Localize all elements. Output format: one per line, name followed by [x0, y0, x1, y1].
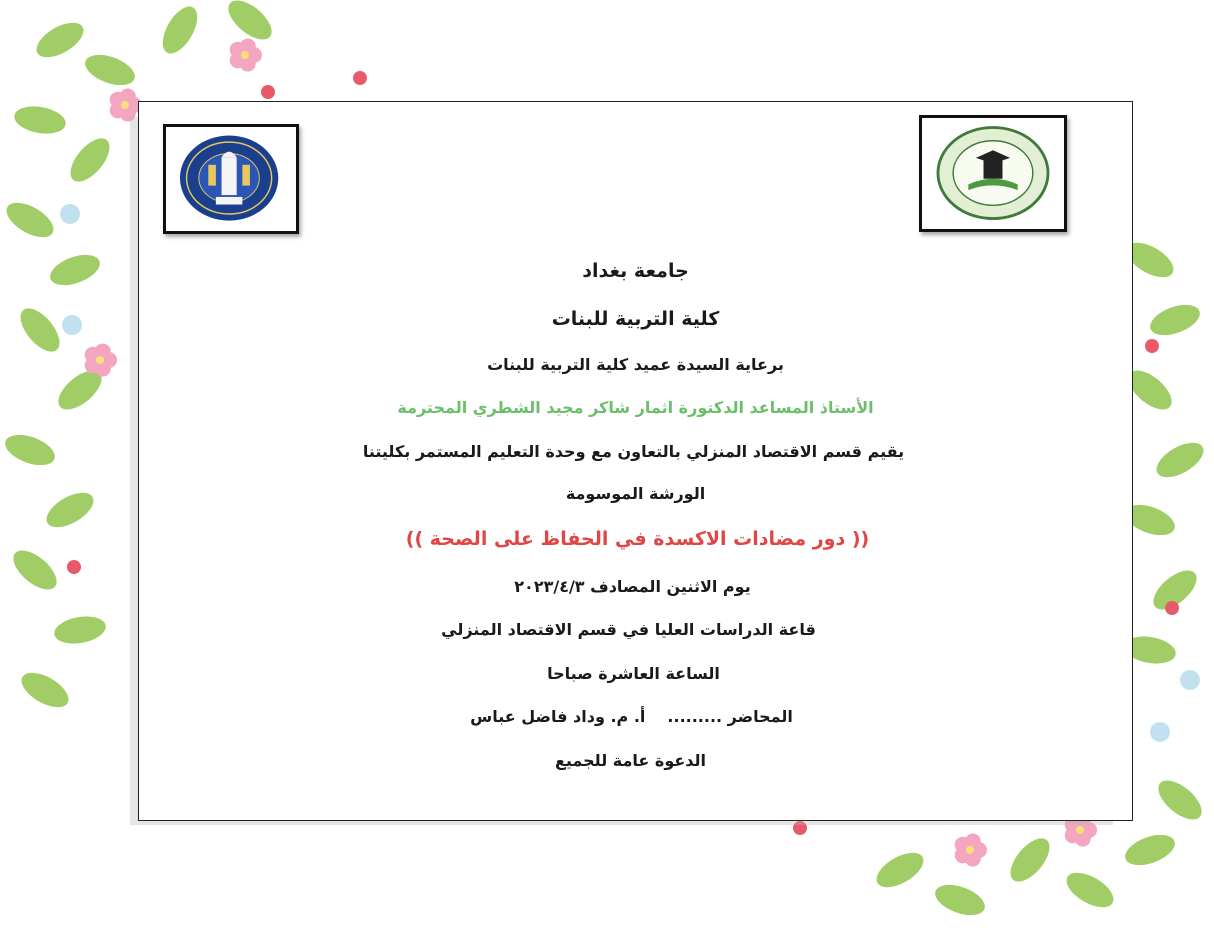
college-of-education-for-women-logo-icon: [919, 115, 1067, 232]
leaf-shape: [1121, 829, 1179, 871]
leaf-shape: [156, 1, 205, 59]
workshop-title: (( دور مضادات الاكسدة في الحفاظ على الصحة )): [405, 528, 870, 550]
workshop-intro: الورشة الموسومة: [565, 484, 706, 503]
leaf-shape: [63, 132, 116, 189]
flower-center: [121, 101, 129, 109]
leaf-shape: [12, 103, 68, 138]
leaf-shape: [1, 429, 59, 471]
flower-petal: [120, 88, 136, 104]
leaf-shape: [41, 486, 99, 535]
leaf-shape: [31, 16, 89, 65]
dot-shape: [1150, 722, 1170, 742]
venue-line: قاعة الدراسات العليا في قسم الاقتصاد المنزلي: [441, 620, 816, 639]
university-of-baghdad-logo-icon: [163, 124, 299, 234]
berry-shape: [353, 71, 367, 85]
dean-name: الأستاذ المساعد الدكتورة اثمار شاكر مجيد الشطري المحترمة: [397, 398, 874, 417]
leaf-shape: [871, 846, 929, 895]
date-line: يوم الاثنين المصادف ٢٠٢٣/٤/٣: [514, 577, 751, 596]
leaf-shape: [1003, 832, 1056, 889]
leaf-shape: [16, 666, 74, 715]
flower-center: [966, 846, 974, 854]
berry-shape: [1165, 601, 1179, 615]
leaf-shape: [1146, 299, 1204, 341]
college-name: كلية التربية للبنات: [551, 308, 720, 330]
university-name: جامعة بغداد: [582, 260, 689, 282]
leaf-shape: [7, 543, 64, 596]
flower-center: [1076, 826, 1084, 834]
dot-shape: [62, 315, 82, 335]
leaf-shape: [81, 49, 139, 91]
flower-petal: [965, 833, 981, 849]
dot-shape: [1180, 670, 1200, 690]
leaf-shape: [52, 613, 108, 648]
leaf-shape: [1152, 773, 1209, 826]
berry-shape: [1145, 339, 1159, 353]
patronage-line: برعاية السيدة عميد كلية التربية للبنات: [487, 355, 784, 374]
time-line: الساعة العاشرة صباحا: [547, 664, 720, 683]
berry-shape: [67, 560, 81, 574]
invitation-card: [138, 101, 1133, 821]
flower-center: [96, 356, 104, 364]
invitation-line: الدعوة عامة للجميع: [554, 751, 707, 770]
leaf-shape: [1, 196, 59, 245]
flower-center: [241, 51, 249, 59]
lecturer-label: المحاضر .........: [667, 707, 793, 726]
berry-shape: [261, 85, 275, 99]
leaf-shape: [931, 879, 989, 921]
dot-shape: [60, 204, 80, 224]
leaf-shape: [46, 249, 104, 291]
lecturer-line: [135, 707, 1128, 726]
lecturer-name: أ. م. وداد فاضل عباس: [470, 707, 646, 726]
berry-shape: [793, 821, 807, 835]
flower-petal: [95, 343, 111, 359]
organizer-line: يقيم قسم الاقتصاد المنزلي بالتعاون مع وحدة التعليم المستمر بكليتنا: [362, 442, 905, 461]
flower-petal: [240, 38, 256, 54]
leaf-shape: [13, 302, 66, 359]
leaf-shape: [1151, 436, 1209, 485]
leaf-shape: [1061, 866, 1119, 915]
